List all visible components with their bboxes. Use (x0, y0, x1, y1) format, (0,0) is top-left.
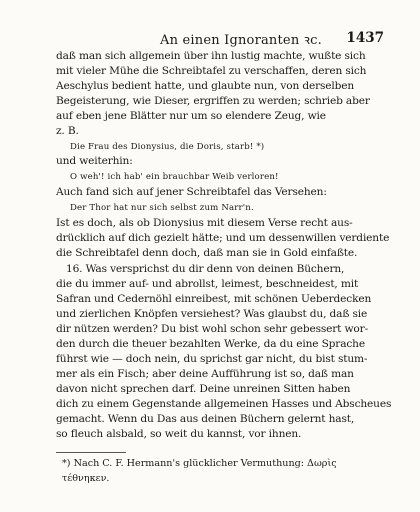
text-line: auf eben jene Blätter nur um so elendere Zeug, wie (56, 110, 326, 122)
page-number: 1437 (346, 30, 384, 46)
text-line: Aeschylus bedient hatte, und glaubte nun, von derselben (56, 80, 355, 92)
text-line: und weiterhin: (56, 155, 133, 167)
page-header (56, 30, 384, 50)
text-line: Auch fand sich auf jener Schreibtafel das Versehen: (56, 186, 327, 198)
text-line: drücklich auf dich gezielt hätte; und um dessenwillen verdiente (56, 232, 390, 244)
text-line: daß man sich allgemein über ihn lustig machte, wußte sich (56, 50, 366, 62)
text-line: und zierlichen Knöpfen versiehest? Was glaubst du, daß sie (56, 308, 368, 320)
footnote-divider (56, 452, 126, 453)
text-line: z. B. (56, 125, 79, 137)
text-line: so fleuch alsbald, so weit du kannst, vor ihnen. (56, 428, 302, 440)
footnote-line: τέθνηκεν. (62, 473, 110, 484)
text-line: mer als ein Fisch; aber deine Aufführung ist so, daß man (56, 368, 354, 380)
text-line: führst wie — doch nein, du sprichst gar nicht, du bist stum- (56, 353, 368, 365)
text-line: Begeisterung, wie Dieser, ergriffen zu werden; schrieb aber (56, 95, 370, 107)
footnote-line: *) Nach C. F. Hermann's glücklicher Vermuthung: Δωρὶς (62, 458, 337, 469)
text-line: die du immer auf- und abrollst, leimest, beschneidest, mit (56, 278, 359, 290)
text-line: davon nicht sprechen darf. Deine unreinen Sitten haben (56, 383, 351, 395)
text-line: Ist es doch, als ob Dionysius mit diesem Verse recht aus- (56, 217, 353, 229)
text-line: dir nützen werden? Du bist wohl schon sehr gebessert wor- (56, 323, 368, 335)
text-line: mit vieler Mühe die Schreibtafel zu verschaffen, deren sich (56, 65, 367, 77)
running-head: An einen Ignoranten ꝛc. (160, 33, 322, 48)
text-line: Safran und Cedernöhl einreibest, mit schönen Ueberdecken (56, 293, 372, 305)
verse-quote: Der Thor hat nur sich selbst zum Narr'n. (70, 203, 254, 213)
text-line: dich zu einem Gegenstande allgemeinen Hasses und Abscheues (56, 398, 392, 410)
text-line: gemacht. Wenn du Das aus deinen Büchern gelernt hast, (56, 413, 355, 425)
paragraph-start: 16. Was versprichst du dir denn von deinen Büchern, (66, 263, 345, 275)
text-line: die Schreibtafel denn doch, daß man sie in Gold einfaßte. (56, 247, 358, 259)
text-line: den durch die theuer bezahlten Werke, da du eine Sprache (56, 338, 365, 350)
verse-quote: O weh'! ich hab' ein brauchbar Weib verloren! (70, 172, 279, 182)
verse-quote: Die Frau des Dionysius, die Doris, starb! *) (70, 142, 265, 152)
